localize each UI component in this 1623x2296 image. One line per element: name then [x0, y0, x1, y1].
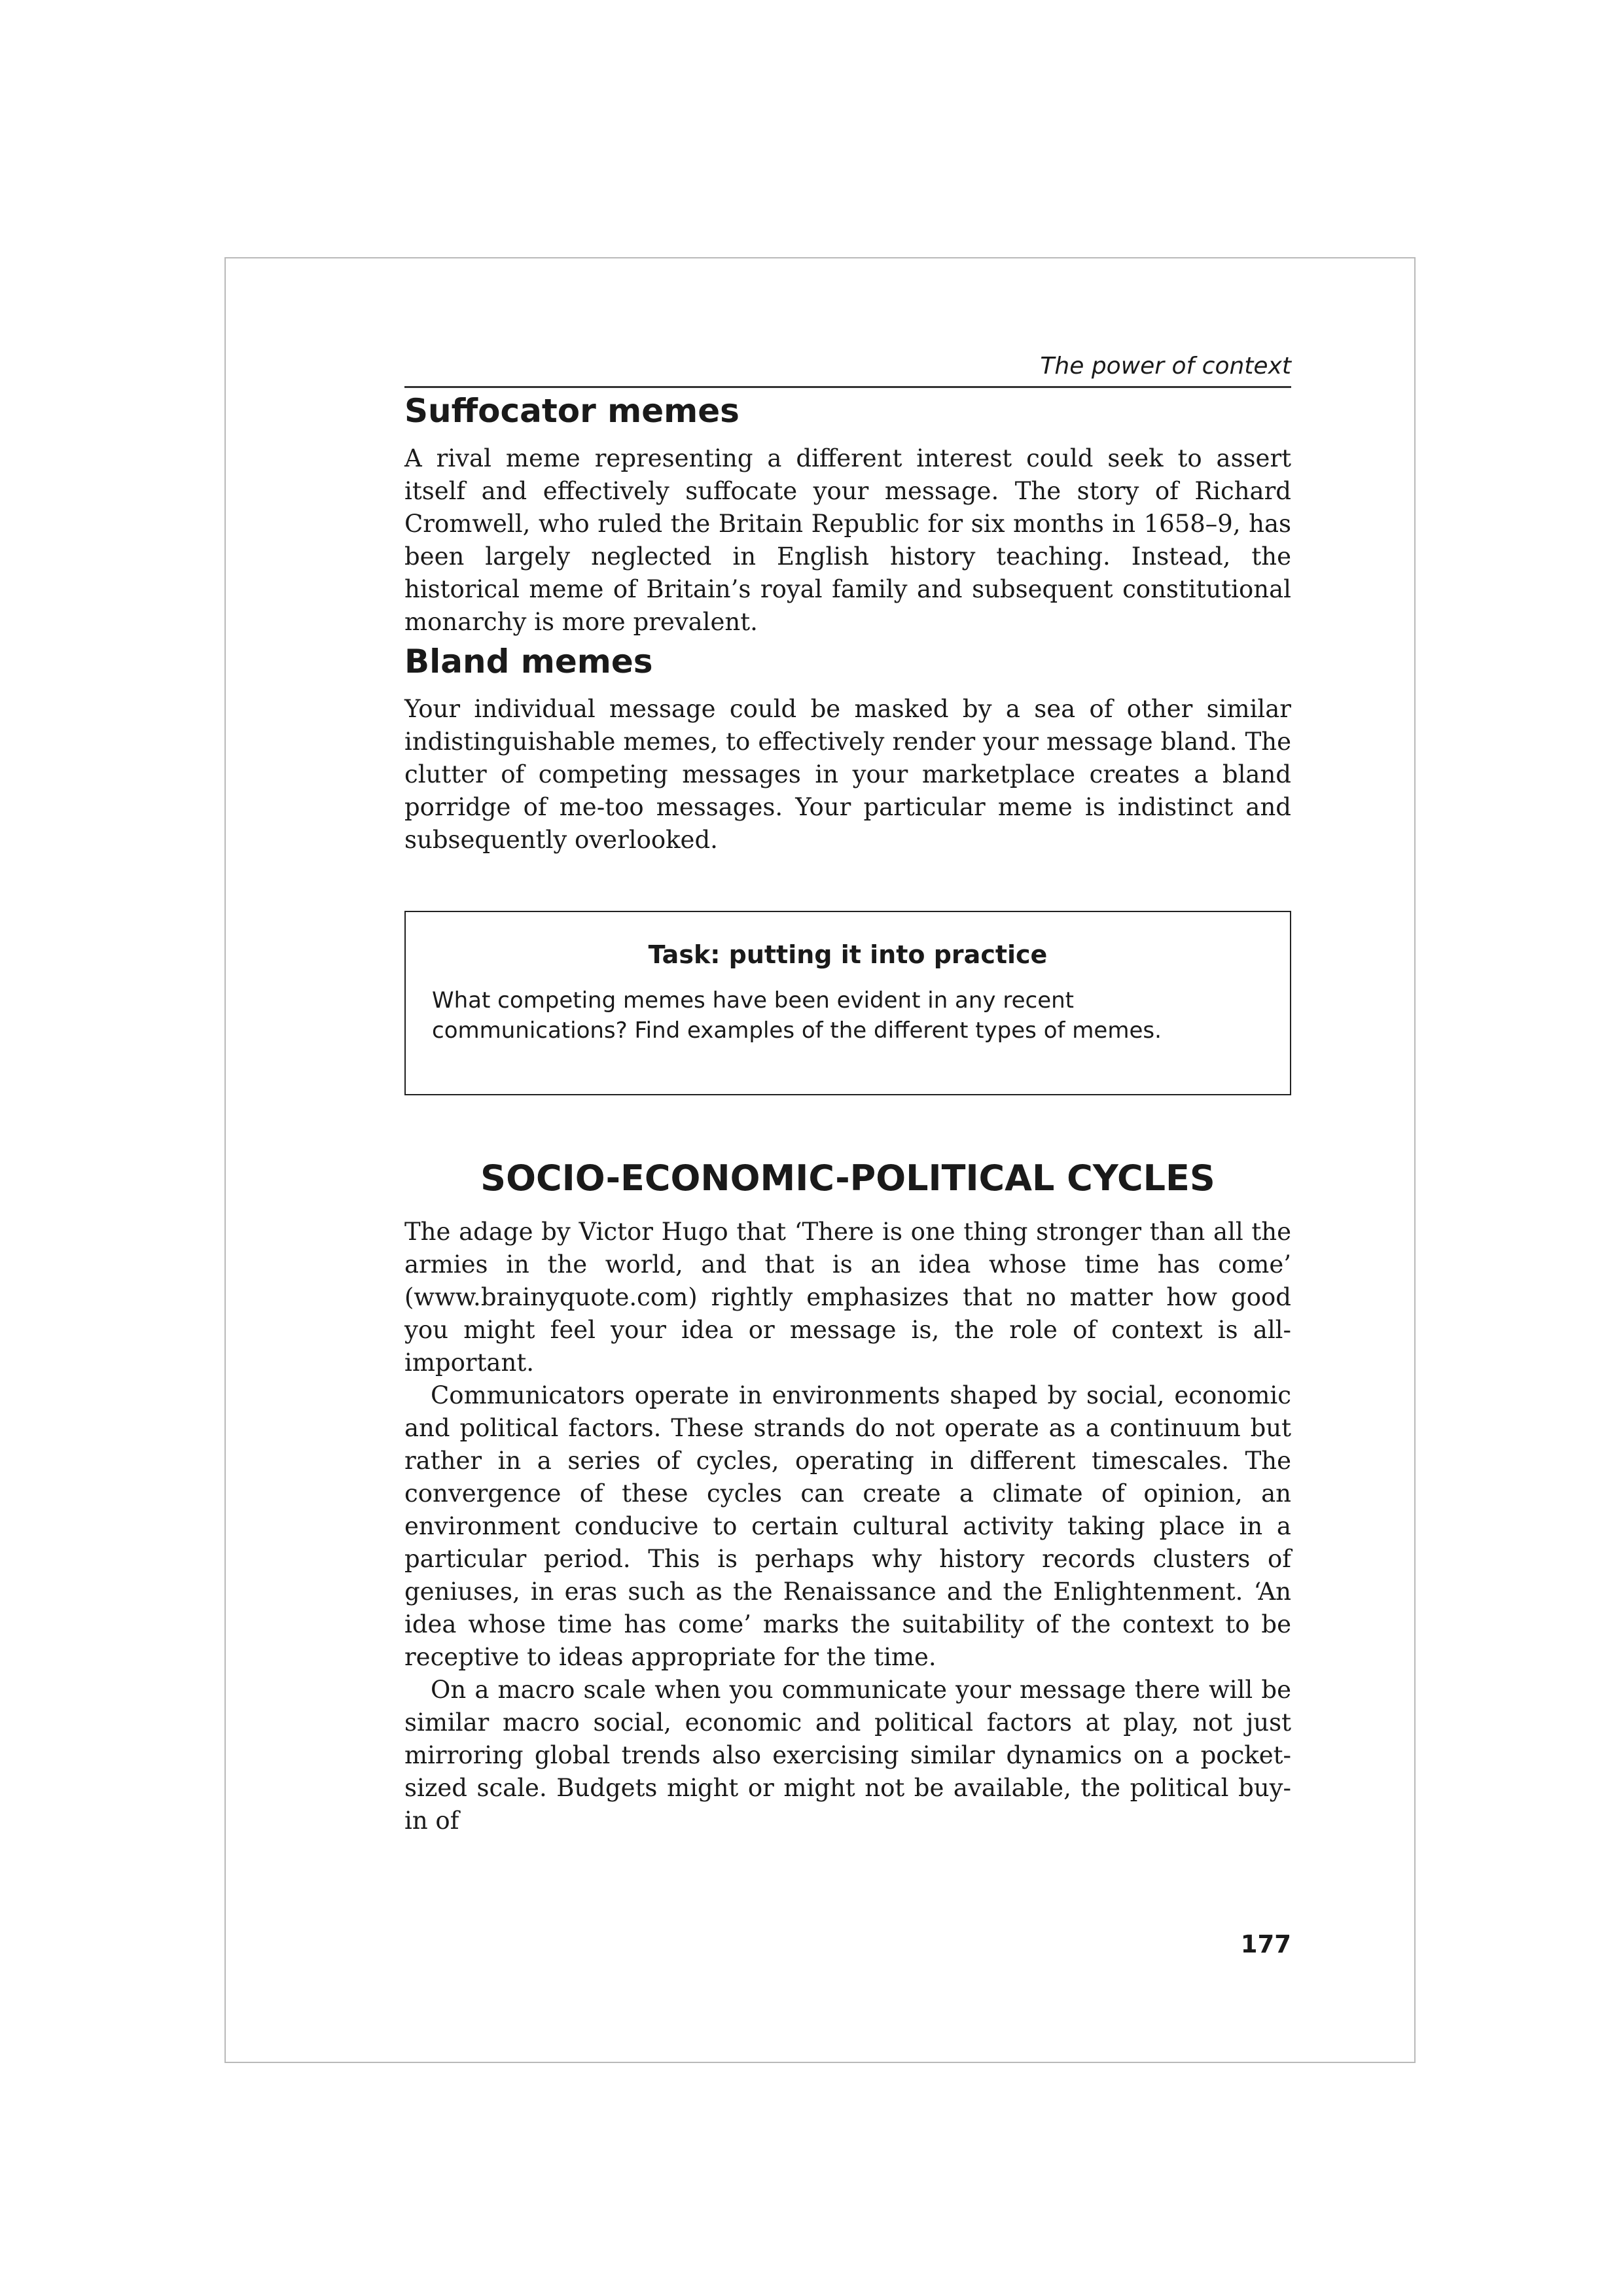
suffocator-heading: Suffocator memes	[404, 392, 740, 430]
task-text: What competing memes have been evident in any recent communications? Find examples of the different types of memes.	[432, 987, 1162, 1044]
running-head: The power of context	[404, 347, 1291, 388]
task-title: Task: putting it into practice	[648, 940, 1048, 969]
bland-paragraph: Your individual message could be masked by a sea of other similar indistinguishable memes, to effectively render your message bland. The clutter of competing messages in your marketplace creates a bland porridge of me-too messages. Your particular meme is indistinct and subsequently overlooked.	[404, 695, 1291, 854]
socio-paragraph-1: The adage by Victor Hugo that ‘There is one thing stronger than all the armies in the world, and that is an idea whose time has come’ (www.brainyquote.com) rightly emphasizes that no matter how good you might feel your idea or message is, the role of context is all-important.	[404, 1218, 1291, 1377]
page-number: 177	[1240, 1930, 1291, 1958]
page-content	[404, 347, 1291, 1837]
bland-heading: Bland memes	[404, 643, 653, 680]
section-heading: SOCIO-ECONOMIC-POLITICAL CYCLES	[480, 1157, 1215, 1199]
task-box	[404, 911, 1291, 1095]
socio-paragraph-2: Communicators operate in environments shaped by social, economic and political factors. These strands do not operate as a continuum but rather in a series of cycles, operating in different timescales. The convergence of these cycles can create a climate of opinion, an environment conducive to certain cultural activity taking place in a particular period. This is perhaps why history records clusters of geniuses, in eras such as the Renaissance and the Enlightenment. ‘An idea whose time has come’ marks the suitability of the context to be receptive to ideas appropriate for the time.	[404, 1381, 1291, 1671]
socio-paragraph-3: On a macro scale when you communicate your message there will be similar macro social, economic and political factors at play, not just mirroring global trends also exercising similar dynamics on a pocket-sized scale. Budgets might or might not be available, the political buy-in of	[404, 1676, 1291, 1835]
suffocator-paragraph: A rival meme representing a different interest could seek to assert itself and effectively suffocate your message. The story of Richard Cromwell, who ruled the Britain Republic for six months in 1658–9, has been largely neglected in English history teaching. Instead, the historical meme of Britain’s royal family and subsequent constitutional monarchy is more prevalent.	[404, 444, 1291, 636]
